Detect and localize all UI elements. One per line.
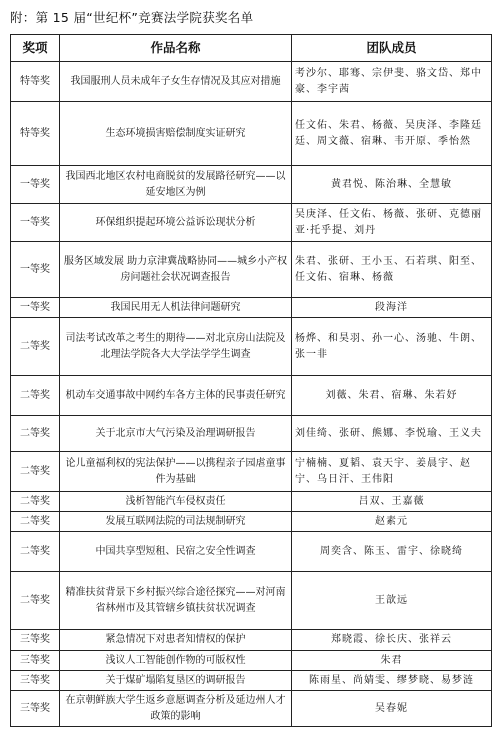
award-cell: 二等奖 xyxy=(11,492,60,512)
title-cell: 我国西北地区农村电商脱贫的发展路径研究——以延安地区为例 xyxy=(60,166,292,204)
table-row xyxy=(11,204,492,242)
members-cell: 郑晓霞、徐长庆、张祥云 xyxy=(292,630,492,651)
members-cell: 刘佳绮、张研、熊娜、李悦瑜、王义夫 xyxy=(292,416,492,452)
title-cell: 论儿童福利权的宪法保护——以携程亲子园虐童事件为基础 xyxy=(60,452,292,492)
page-caption: 附：第 15 届“世纪杯”竞赛法学院获奖名单 xyxy=(10,10,254,25)
title-cell: 发展互联网法院的司法规制研究 xyxy=(60,512,292,532)
members-cell: 赵素元 xyxy=(292,512,492,532)
table-row xyxy=(11,318,492,376)
title-cell: 精准扶贫背景下乡村振兴综合途径探究——对河南省林州市及其管辖乡镇扶贫状况调查 xyxy=(60,572,292,630)
title-cell: 服务区域发展 助力京津冀战略协同——城乡小产权房问题社会状况调查报告 xyxy=(60,242,292,298)
award-cell: 二等奖 xyxy=(11,532,60,572)
title-cell: 我国民用无人机法律问题研究 xyxy=(60,298,292,318)
award-cell: 特等奖 xyxy=(11,102,60,166)
title-cell: 浅析智能汽车侵权责任 xyxy=(60,492,292,512)
award-cell: 二等奖 xyxy=(11,376,60,416)
table-row xyxy=(11,651,492,671)
table-row xyxy=(11,630,492,651)
members-cell: 刘薇、朱君、宿琳、朱若妤 xyxy=(292,376,492,416)
title-cell: 紧急情况下对患者知情权的保护 xyxy=(60,630,292,651)
table-row xyxy=(11,242,492,298)
team-column-header: 团队成员 xyxy=(292,35,492,62)
table-row xyxy=(11,452,492,492)
members-cell: 朱君 xyxy=(292,651,492,671)
members-cell: 吕双、王嘉薇 xyxy=(292,492,492,512)
members-cell: 吴春妮 xyxy=(292,691,492,727)
table-row xyxy=(11,512,492,532)
title-cell: 关于北京市大气污染及治理调研报告 xyxy=(60,416,292,452)
title-cell: 环保组织提起环境公益诉讼现状分析 xyxy=(60,204,292,242)
title-cell: 在京朝鲜族大学生返乡意愿调查分析及延边州人才政策的影响 xyxy=(60,691,292,727)
award-cell: 三等奖 xyxy=(11,691,60,727)
members-cell: 王歆远 xyxy=(292,572,492,630)
table-row xyxy=(11,166,492,204)
members-cell: 朱君、张研、王小玉、石若琪、阳至、任文佑、宿琳、杨薇 xyxy=(292,242,492,298)
title-cell: 生态环境损害赔偿制度实证研究 xyxy=(60,102,292,166)
members-cell: 段海洋 xyxy=(292,298,492,318)
members-cell: 周奕含、陈玉、雷宇、徐晓绮 xyxy=(292,532,492,572)
award-cell: 一等奖 xyxy=(11,298,60,318)
title-cell: 关于煤矿塌陷复垦区的调研报告 xyxy=(60,671,292,691)
table-row xyxy=(11,416,492,452)
award-cell: 三等奖 xyxy=(11,651,60,671)
award-cell: 二等奖 xyxy=(11,572,60,630)
table-header-row xyxy=(11,35,492,62)
award-cell: 二等奖 xyxy=(11,318,60,376)
members-cell: 杨烨、和昊羽、孙一心、汤驰、牛朗、张一非 xyxy=(292,318,492,376)
members-cell: 陈雨星、尚婧雯、缪梦晓、易梦涟 xyxy=(292,671,492,691)
members-cell: 考沙尔、耶骞、宗伊斐、骆文岱、郑中豪、李宇茜 xyxy=(292,62,492,102)
title-cell: 中国共享型短租、民宿之安全性调查 xyxy=(60,532,292,572)
award-cell: 三等奖 xyxy=(11,630,60,651)
members-cell: 吴庚泽、任文佑、杨薇、张研、克德丽亚·托乎提、刘丹 xyxy=(292,204,492,242)
table-row xyxy=(11,532,492,572)
title-cell: 我国服刑人员未成年子女生存情况及其应对措施 xyxy=(60,62,292,102)
award-cell: 二等奖 xyxy=(11,416,60,452)
title-column-header: 作品名称 xyxy=(60,35,292,62)
award-cell: 二等奖 xyxy=(11,452,60,492)
award-cell: 一等奖 xyxy=(11,242,60,298)
award-cell: 一等奖 xyxy=(11,204,60,242)
table-row xyxy=(11,691,492,727)
title-cell: 机动车交通事故中网约车各方主体的民事责任研究 xyxy=(60,376,292,416)
title-cell: 浅议人工智能创作物的可版权性 xyxy=(60,651,292,671)
award-cell: 特等奖 xyxy=(11,62,60,102)
table-row xyxy=(11,298,492,318)
award-column-header: 奖项 xyxy=(11,35,60,62)
members-cell: 黄君悦、陈治琳、全慧敏 xyxy=(292,166,492,204)
table-row xyxy=(11,671,492,691)
table-row xyxy=(11,492,492,512)
awards-table xyxy=(10,34,492,727)
table-row xyxy=(11,376,492,416)
table-row xyxy=(11,62,492,102)
title-cell: 司法考试改革之考生的期待——对北京房山法院及北理法学院各大大学法学学生调查 xyxy=(60,318,292,376)
table-row xyxy=(11,572,492,630)
members-cell: 宁楠楠、夏韬、袁天宇、姜晨宇、赵宁、乌日汗、王伟阳 xyxy=(292,452,492,492)
award-cell: 一等奖 xyxy=(11,166,60,204)
award-cell: 三等奖 xyxy=(11,671,60,691)
award-cell: 二等奖 xyxy=(11,512,60,532)
table-row xyxy=(11,102,492,166)
members-cell: 任文佑、朱君、杨薇、吴庚泽、李隆廷廷、周文薇、宿琳、韦开原、季怡然 xyxy=(292,102,492,166)
